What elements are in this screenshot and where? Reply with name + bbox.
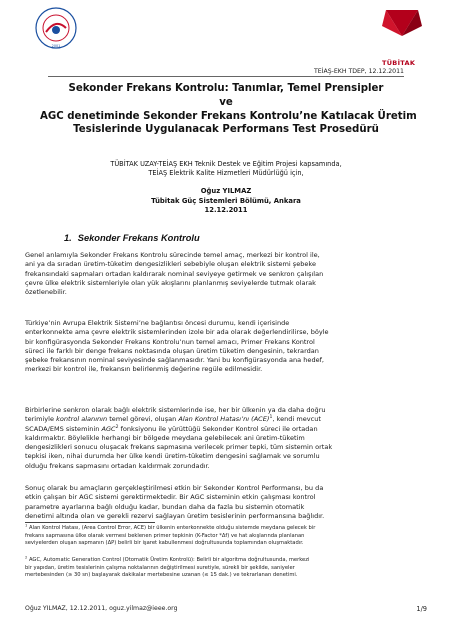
- footnote-mark: 1: [25, 523, 28, 528]
- term-agc: AGC: [101, 424, 116, 433]
- author-date: 12.12.2011: [204, 206, 248, 215]
- paragraph-line: etkin çalışan bir AGC sistemi gerektirmektedir. Bir AGC sisteminin etkin çalışması kontrol: [25, 493, 316, 502]
- uzay-logo: [34, 6, 78, 50]
- footnote-line: seviyelerden oluşan sapmanın (ΔP) belirli bir işaret kabullenmesi doğrultusunda toplamından oluşmaktadır.: [25, 540, 304, 547]
- text-run: SCADA/EMS sisteminin: [25, 424, 102, 433]
- paragraph-line: [25, 415, 427, 424]
- section-number: 1.: [64, 233, 72, 243]
- paragraph-line: şebeke frekansının nominal seviyesinde sağlanmasıdır. Yani bu konfigürasyonda ana hedef,: [25, 356, 325, 365]
- paragraph-line: olduğu frekans sapmasını ortadan kaldırmak zorundadır.: [25, 461, 210, 470]
- footer-author-line: Oğuz YILMAZ, 12.12.2011, oguz.yilmaz@ieee.org: [25, 605, 178, 612]
- text-run: temel görevi, oluşan: [107, 415, 179, 424]
- paragraph-line: dengesizlikleri sonucu oluşacak frekans sapmasına verilecek primer tepki, tüm sistemin ortak: [25, 443, 333, 452]
- header-divider: [48, 76, 404, 77]
- paragraph-2: [25, 319, 427, 375]
- paragraph-1: [25, 251, 427, 297]
- project-info-line: TEİAŞ Elektrik Kalite Hizmetleri Müdürlüğü için,: [148, 169, 304, 178]
- paragraph-line: süreci ile farklı bir denge frekans noktasında oluşan üretim tüketim dengesinin, tekrardan: [25, 346, 319, 355]
- title-line: Tesislerinde Uygulanacak Performans Test Prosedürü: [73, 124, 379, 136]
- page-number: 1/9: [416, 605, 427, 613]
- project-info-line: TÜBİTAK UZAY-TEİAŞ EKH Teknik Destek ve Eğitim Projesi kapsamında,: [110, 160, 342, 168]
- paragraph-line: özetlenebilir.: [25, 288, 67, 297]
- paragraph-line: çevre ülke elektrik sistemleriyle olan yük akışlarını planlanmış seviyelerde tutmak olarak: [25, 278, 316, 287]
- paragraph-line: parametre ayarlarına bağlı olduğu kadar, bundan daha da fazla bu sistemin otomatik: [25, 502, 305, 511]
- page-footer: [25, 605, 427, 612]
- tubitak-logo-text: TÜBİTAK: [382, 59, 416, 67]
- author-block: [40, 187, 412, 216]
- footnote-line: [25, 557, 427, 565]
- paragraph-line: Türkiye’nin Avrupa Elektrik Sistemi’ne bağlantısı öncesi durumu, kendi içerisinde: [25, 319, 290, 327]
- text-run: , kendi mevcut: [272, 415, 321, 424]
- document-title: [40, 82, 417, 137]
- footnote-ref-1: 1: [269, 415, 273, 421]
- author-name: Oğuz YILMAZ: [200, 187, 252, 195]
- title-line: AGC denetiminde Sekonder Frekans Kontrolu’ne Katılacak Üretim: [40, 110, 417, 122]
- paragraph-3: [25, 406, 427, 471]
- footnote-mark: 2: [25, 555, 28, 560]
- paragraph-line: frekansındaki sapmaları ortadan kaldırarak nominal seviyeye getirmek ve senkron çalışılan: [25, 269, 324, 278]
- term-control-area: kontrol alanının: [56, 415, 108, 424]
- paragraph-line: Sonuç olarak bu amaçların gerçekleştirilmesi etkin bir Sekonder Kontrol Performansı, bu da: [25, 484, 324, 492]
- paragraph-line: tepkisi iken, nihai durumda her ülke kendi üretim-tüketim dengesini sağlamak ve sorumlu: [25, 452, 320, 461]
- footnote-line: frekans sapmasına ülke olarak vermesi beklenen primer tepkinin (K-Factor *Δf) ve hat akışlarında planlanan: [25, 532, 305, 539]
- text-run: terimiyle: [25, 415, 57, 424]
- section-title: Sekonder Frekans Kontrolu: [77, 233, 200, 243]
- paragraph-line: kaldırmaktır. Böylelikle herhangi bir bölgede meydana gelebilecek ani üretim-tüketim: [25, 433, 305, 442]
- paragraph-line: denetimi altında olan ve gerekli rezervi sağlayan üretim tesislerinin performansına bağlıdır.: [25, 511, 325, 520]
- text-run: AGC, Automatic Generation Control (Otomatik Üretim Kontrolü): Belirli bir algoritma doğrultusunda, merkezi: [27, 557, 310, 563]
- footnote-line: [25, 525, 427, 533]
- term-ace: Alan Kontrol Hatası’nı (ACE): [178, 415, 270, 424]
- section-heading: [64, 233, 200, 243]
- title-line: Sekonder Frekans Kontrolu: Tanımlar, Temel Prensipler: [68, 83, 384, 94]
- footnote-ref-2: 2: [115, 424, 119, 430]
- title-line: ve: [219, 96, 233, 108]
- paragraph-line: Genel anlamıyla Sekonder Frekans Kontrolu sürecinde temel amaç, merkezi bir kontrol ile,: [25, 251, 320, 259]
- paragraph-line: enterkonnekte ama çevre elektrik sistemlerinden izole bir ada olarak değerlendirilirse, böyle: [25, 328, 329, 337]
- paragraph-line: merkezi bir kontrol ile, frekansın belirlenmiş değerine regüle edilmesidir.: [25, 365, 263, 374]
- footnote-divider: [25, 522, 155, 523]
- paragraph-line: bir konfigürasyonda Sekonder Frekans Kontrolu’nun temel amacı, Primer Frekans Kontrol: [25, 337, 315, 346]
- footnote-line: bir yapıdan, üretim tesislerinin çalışma noktalarının değiştirilmesi suretiyle, sürekli bir şekilde, saniyeler: [25, 564, 295, 571]
- footnote-line: mertebesinden (≥ 30 sn) başlayarak dakikalar mertebesine uzanan (≤ 15 dak.) ve tekrarlanan denetimi.: [25, 572, 298, 579]
- text-run: Alan Kontrol Hatası, (Area Control Error, ACE) bir ülkenin enterkonnekte olduğu sistemde meydana gelecek bir: [27, 525, 316, 531]
- header-reference: TEİAŞ-EKH TDEP, 12.12.2011: [313, 68, 404, 75]
- paragraph-line: [25, 425, 427, 434]
- text-run: fonksiyonu ile yürüttüğü Sekonder Kontrol süreci ile ortadan: [118, 424, 318, 433]
- project-info: [40, 160, 412, 179]
- svg-text:2001: 2001: [51, 44, 61, 48]
- paragraph-4: [25, 484, 427, 521]
- paragraph-line: Birbirlerine senkron olarak bağlı elektrik sistemlerinde ise, her bir ülkenin ya da daha doğru: [25, 406, 326, 414]
- author-affiliation: Tübitak Güç Sistemleri Bölümü, Ankara: [151, 196, 301, 205]
- paragraph-line: ani ya da sıradan üretim-tüketim dengesizlikleri sebebiyle oluşan elektrik sistemi şebeke: [25, 260, 317, 269]
- footnote-1: [25, 525, 427, 548]
- footnote-2: [25, 557, 427, 580]
- tubitak-logo: [378, 6, 426, 62]
